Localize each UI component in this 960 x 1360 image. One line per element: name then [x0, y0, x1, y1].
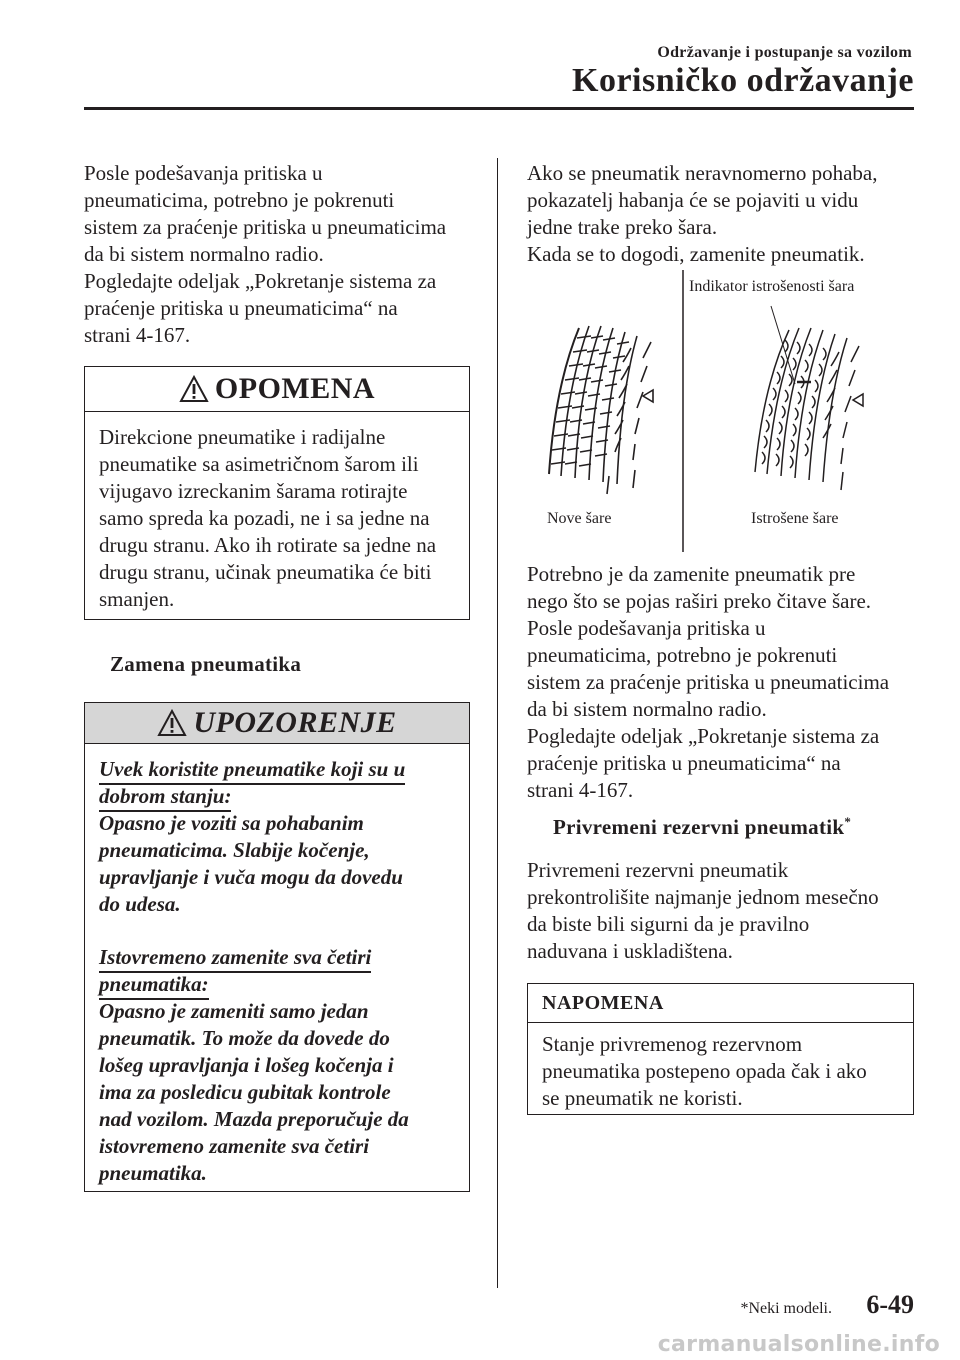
worn-tread-icon	[755, 328, 863, 490]
text-line: da biste bili sigurni da je pravilno	[527, 912, 810, 936]
text-line: Opasno je zameniti samo jedan	[99, 999, 369, 1023]
text-line: Potrebno je da zamenite pneumatik pre	[527, 562, 856, 586]
text-line: Posle podešavanja pritiska u	[84, 161, 323, 185]
text-line: praćenje pritiska u pneumaticima“ na	[527, 751, 841, 775]
text-line: pneumaticima. Slabije kočenje,	[99, 838, 370, 862]
spare-tire-text	[527, 857, 927, 965]
opomena-header	[85, 367, 469, 412]
text-line: prekontrolišite najmanje jednom mesečno	[527, 885, 879, 909]
text-line: Privremeni rezervni pneumatik	[527, 858, 789, 882]
text-line: naduvana i uskladištena.	[527, 939, 733, 963]
warning-heading-line	[99, 783, 469, 810]
text-line: strani 4-167.	[527, 778, 634, 802]
text-line: nad vozilom. Mazda preporučuje da	[99, 1107, 409, 1131]
text-line: pneumatika postepeno opada čak i ako	[542, 1059, 867, 1083]
text-line: pneumaticima, potrebno je pokrenuti	[527, 643, 838, 667]
left-intro-text	[84, 160, 484, 349]
upozorenje-box	[84, 702, 470, 1192]
text-line: samo spreda ka pozadi, ne i sa jedne na	[99, 506, 430, 530]
text-line: pneumatik. To može da dovede do	[99, 1026, 390, 1050]
new-tread-icon	[549, 326, 653, 494]
text-line: Pogledajte odeljak „Pokretanje sistema za	[527, 724, 880, 748]
warning-heading-line	[99, 756, 469, 783]
warning-triangle-icon	[179, 375, 209, 403]
text-line: lošeg upravljanja i lošeg kočenja i	[99, 1053, 394, 1077]
new-tread-label: Nove šare	[547, 510, 612, 527]
text-line: sistem za praćenje pritiska u pneumaticima	[527, 670, 890, 694]
text-line: Pogledajte odeljak „Pokretanje sistema za	[84, 269, 437, 293]
text-line: smanjen.	[99, 587, 175, 611]
text-line: pneumatike sa asimetričnom šarom ili	[99, 452, 419, 476]
text-line: sistem za praćenje pritiska u pneumaticima	[84, 215, 447, 239]
worn-tread-label: Istrošene šare	[751, 510, 839, 527]
text-line: Opasno je voziti sa pohabanim	[99, 811, 364, 835]
text-line: Posle podešavanja pritiska u	[527, 616, 766, 640]
opomena-box	[84, 366, 470, 620]
opomena-body	[85, 412, 469, 613]
text-line: vijugavo izreckanim šarama rotirajte	[99, 479, 408, 503]
warning-heading-line	[99, 944, 469, 971]
napomena-title: NAPOMENA	[528, 984, 913, 1023]
asterisk-mark: *	[844, 814, 852, 829]
text-line: drugu stranu, učinak pneumatika će biti	[99, 560, 432, 584]
text-line: istovremeno zamenite sva četiri	[99, 1134, 370, 1158]
page-number: 6-49	[866, 1290, 914, 1319]
text-line: Direkcione pneumatike i radijalne	[99, 425, 386, 449]
column-divider	[497, 158, 498, 1288]
napomena-box	[527, 983, 914, 1115]
text-line: Ako se pneumatik neravnomerno pohaba,	[527, 161, 878, 185]
warning-heading-text: pneumatika:	[99, 972, 209, 1000]
text-line: Stanje privremenog rezervnom	[542, 1032, 803, 1056]
text-line: Kada se to dogodi, zamenite pneumatik.	[527, 242, 865, 266]
section-subtitle: Održavanje i postupanje sa vozilom	[657, 44, 912, 61]
warning-heading-text: Uvek koristite pneumatike koji su u	[99, 757, 405, 785]
text-line: ima za posledicu gubitak kontrole	[99, 1080, 391, 1104]
opomena-title: OPOMENA	[214, 372, 376, 405]
warning-heading-text: Istovremeno zamenite sva četiri	[99, 945, 371, 973]
right-intro-text	[527, 160, 927, 268]
section-heading-spare-tire	[553, 814, 851, 840]
text-line: da bi sistem normalno radio.	[527, 697, 767, 721]
text-line: se pneumatik ne koristi.	[542, 1086, 743, 1110]
text-line: pneumaticima, potrebno je pokrenuti	[84, 188, 395, 212]
section-heading-tire-replacement: Zamena pneumatika	[110, 652, 302, 676]
napomena-body	[528, 1023, 913, 1112]
text-line: do udesa.	[99, 892, 181, 916]
page-title: Korisničko održavanje	[572, 62, 914, 99]
header-rule	[84, 107, 914, 110]
text-line: pneumatika.	[99, 1161, 207, 1185]
text-line: jedne trake preko šara.	[527, 215, 718, 239]
indicator-label: Indikator istrošenosti šara	[689, 278, 855, 295]
text-line: upravljanje i vuča mogu da dovedu	[99, 865, 403, 889]
text-line: strani 4-167.	[84, 323, 191, 347]
upozorenje-body	[85, 744, 469, 1187]
text-line: drugu stranu. Ako ih rotirate sa jedne na	[99, 533, 437, 557]
spare-heading-text: Privremeni rezervni pneumatik	[553, 815, 845, 839]
text-line: pokazatelj habanja će se pojaviti u vidu	[527, 188, 859, 212]
watermark: carmanualsonline.info	[657, 1332, 940, 1357]
text-line: praćenje pritiska u pneumaticima“ na	[84, 296, 398, 320]
text-line: nego što se pojas raširi preko čitave šare.	[527, 589, 872, 613]
right-after-text	[527, 561, 927, 804]
tread-wear-figure	[527, 266, 917, 556]
warning-heading-text: dobrom stanju:	[99, 784, 231, 812]
upozorenje-header	[85, 703, 469, 744]
text-line: da bi sistem normalno radio.	[84, 242, 324, 266]
tread-illustration	[527, 266, 917, 556]
footnote: *Neki modeli.	[740, 1300, 832, 1317]
upozorenje-title: UPOZORENJE	[193, 706, 397, 739]
warning-heading-line	[99, 971, 469, 998]
warning-triangle-icon	[157, 709, 187, 737]
